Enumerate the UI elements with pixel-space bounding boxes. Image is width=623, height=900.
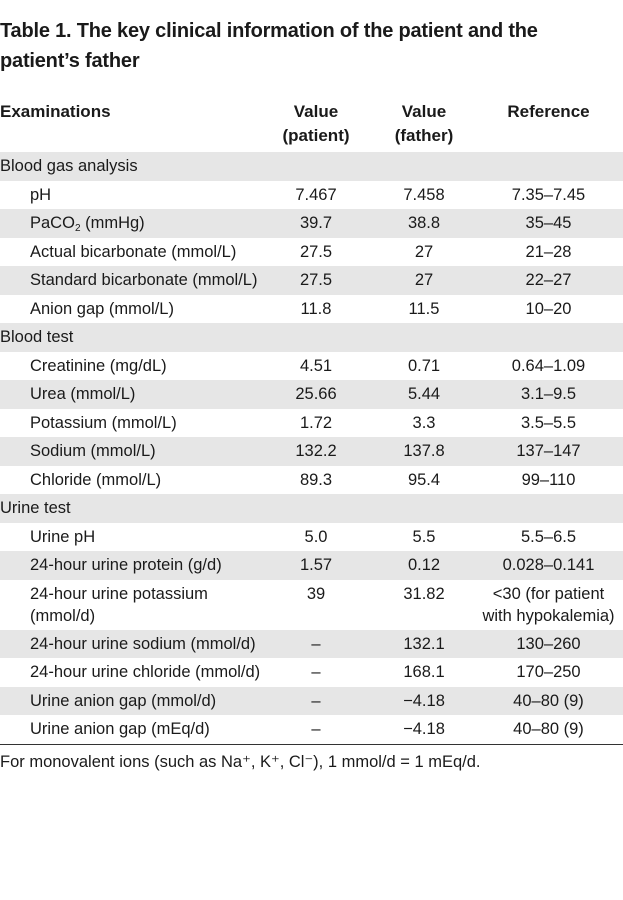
reference-range: 137–147: [516, 442, 581, 460]
row-label: PaCO$_2$ (mmHg): [30, 214, 145, 234]
reference-range: 10–20: [525, 299, 572, 318]
row-label: 24-hour urine potassium (mmol/d): [30, 584, 208, 625]
row-label: Standard bicarbonate (mmol/L): [30, 271, 258, 289]
row-label: Urea (mmol/L): [30, 385, 136, 403]
row-label: pH: [30, 185, 52, 204]
header-value-father: Value (father): [394, 102, 454, 145]
table-title: Table 1. The key clinical information of the patient and the patient’s father: [0, 20, 538, 72]
value-father: 5.44: [407, 385, 441, 403]
value-patient: 5.0: [304, 527, 328, 546]
header-reference: Reference: [507, 102, 590, 121]
row-label: Urine anion gap (mmol/d): [30, 691, 217, 710]
table-row: [0, 658, 623, 687]
value-patient: 1.57: [299, 556, 333, 574]
row-label: 24-hour urine protein (g/d): [30, 556, 222, 574]
value-father: 38.8: [407, 214, 441, 232]
value-patient: 39: [306, 584, 326, 603]
value-father: 95.4: [407, 470, 441, 489]
section-label: Blood gas analysis: [0, 157, 138, 175]
value-father: 27: [414, 242, 434, 261]
table-row: [0, 409, 623, 438]
value-father: 137.8: [403, 442, 445, 460]
header-value-patient: Value (patient): [282, 102, 350, 145]
row-label: Urine anion gap (mEq/d): [30, 720, 210, 738]
table-row: [0, 523, 623, 552]
value-patient: 27.5: [299, 271, 333, 289]
reference-range: 3.5–5.5: [520, 413, 577, 432]
value-father: −4.18: [403, 720, 445, 738]
reference-range: 99–110: [521, 470, 576, 489]
table-footnote: For monovalent ions (such as Na⁺, K⁺, Cl⁻), 1 mmol/d = 1 mEq/d.: [0, 752, 481, 771]
reference-range: 0.64–1.09: [511, 356, 586, 375]
table-row: [0, 295, 623, 324]
value-father: 3.3: [412, 413, 436, 432]
value-patient: –: [311, 634, 321, 653]
value-father: 0.12: [407, 556, 441, 574]
value-patient: –: [311, 720, 321, 738]
value-patient: 4.51: [299, 356, 333, 375]
reference-range: 40–80 (9): [513, 720, 584, 738]
reference-range: 170–250: [516, 663, 581, 681]
section-row: [0, 152, 623, 181]
value-patient: 11.8: [300, 299, 332, 318]
value-father: −4.18: [403, 691, 445, 710]
reference-range: 7.35–7.45: [511, 185, 586, 204]
value-patient: 39.7: [299, 214, 333, 232]
value-father: 7.458: [403, 185, 445, 204]
row-label: 24-hour urine sodium (mmol/d): [30, 634, 256, 653]
table-body: [0, 152, 623, 744]
value-patient: –: [311, 691, 321, 710]
value-father: 5.5: [412, 527, 436, 546]
row-label: Creatinine (mg/dL): [30, 356, 167, 375]
section-row: [0, 323, 623, 352]
value-father: 0.71: [407, 356, 441, 375]
section-label: Blood test: [0, 328, 74, 346]
value-father: 11.5: [408, 299, 440, 318]
value-father: 31.82: [403, 584, 445, 603]
value-patient: –: [311, 663, 321, 681]
value-patient: 132.2: [295, 442, 337, 460]
table-row: [0, 238, 623, 267]
row-label: Chloride (mmol/L): [30, 470, 162, 489]
reference-range: 35–45: [525, 214, 572, 232]
value-patient: 1.72: [299, 413, 333, 432]
reference-range: 22–27: [525, 271, 572, 289]
row-label: Sodium (mmol/L): [30, 442, 156, 460]
clinical-table: [0, 96, 623, 784]
table-row: [0, 352, 623, 381]
table-row: [0, 687, 623, 716]
reference-range: 40–80 (9): [513, 691, 584, 710]
section-row: [0, 494, 623, 523]
value-patient: 25.66: [295, 385, 337, 403]
value-patient: 27.5: [299, 242, 333, 261]
table-row: [0, 551, 623, 580]
header-examinations: Examinations: [0, 102, 111, 121]
value-father: 132.1: [403, 634, 445, 653]
row-label: Potassium (mmol/L): [30, 413, 177, 432]
value-patient: 7.467: [295, 185, 337, 204]
value-patient: 89.3: [299, 470, 333, 489]
section-label: Urine test: [0, 499, 71, 517]
row-label: Anion gap (mmol/L): [30, 299, 174, 318]
table-row: [0, 715, 623, 744]
table-row: [0, 380, 623, 409]
reference-range: 3.1–9.5: [520, 385, 577, 403]
row-label: Actual bicarbonate (mmol/L): [30, 242, 237, 261]
value-father: 168.1: [403, 663, 445, 681]
table-row: [0, 580, 623, 630]
table-row: [0, 466, 623, 495]
table-row: [0, 181, 623, 210]
table-header: [0, 96, 623, 152]
table-row: [0, 266, 623, 295]
row-label: Urine pH: [30, 527, 96, 546]
table-row: [0, 209, 623, 238]
value-father: 27: [414, 271, 434, 289]
row-label: 24-hour urine chloride (mmol/d): [30, 663, 261, 681]
reference-range: 21–28: [525, 242, 572, 261]
reference-range: <30 (for patient with hypokalemia): [482, 584, 615, 625]
table-row: [0, 437, 623, 466]
reference-range: 5.5–6.5: [520, 527, 577, 546]
table-row: [0, 630, 623, 659]
reference-range: 0.028–0.141: [502, 556, 595, 574]
reference-range: 130–260: [516, 634, 581, 653]
